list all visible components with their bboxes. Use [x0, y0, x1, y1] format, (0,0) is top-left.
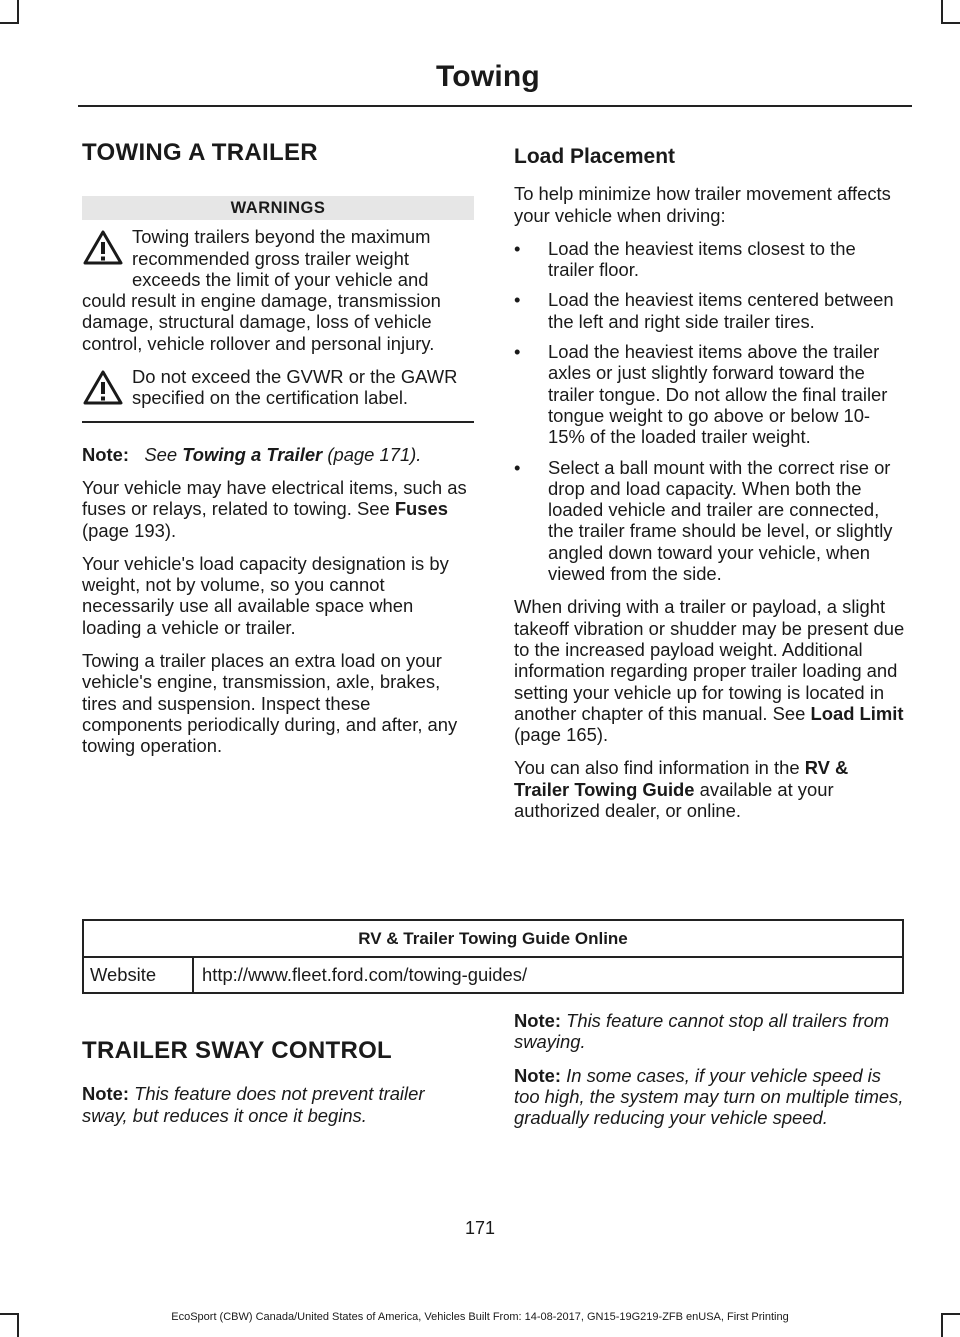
note-see: See — [144, 443, 178, 465]
note-paragraph — [514, 1010, 906, 1053]
paragraph: To help minimize how trailer movement affects your vehicle when driving: — [514, 183, 891, 226]
warning-item — [82, 366, 474, 409]
footer-text: EcoSport (CBW) Canada/United States of America, Vehicles Built From: 14-08-2017, GN15-19G219-ZFB enUSA, First Printing — [171, 1311, 789, 1323]
sway-right-column — [514, 1010, 906, 1140]
cross-reference-link[interactable]: Towing a Trailer — [182, 443, 323, 465]
header-divider — [78, 105, 912, 107]
paragraph-text: available at your authorized dealer, or online. — [514, 778, 834, 822]
note-label: Note: — [82, 1083, 129, 1105]
crop-mark — [941, 22, 960, 24]
table-cell-label: Website — [84, 958, 194, 992]
paragraph: Your vehicle's load capacity designation is by weight, not by volume, so you cannot necessarily use all available space when loading a vehicle or trailer. — [82, 552, 449, 638]
paragraph-text: You can also find information in the — [514, 757, 800, 779]
guide-reference: RV & Trailer Towing Guide — [514, 757, 849, 800]
left-column — [82, 139, 474, 769]
section-title-towing: TOWING A TRAILER — [82, 139, 318, 166]
note-text: This feature cannot stop all trailers from swaying. — [514, 1010, 890, 1053]
warnings-header: WARNINGS — [82, 196, 474, 220]
warning-item — [82, 226, 474, 290]
section-title-sway: TRAILER SWAY CONTROL — [82, 1037, 393, 1064]
paragraph-text: When driving with a trailer or payload, a slight takeoff vibration or shudder may be present due to the increased payload weight. Additional information regarding proper trailer loading and setting your vehicle up for towing is located in another chapter of this manual. See — [514, 596, 905, 724]
note-text: In some cases, if your vehicle speed is too high, the system may turn on multiple times, gradually reducing your vehicle speed. — [514, 1064, 904, 1129]
warning-triangle-icon — [82, 229, 124, 267]
sway-left-column — [82, 1037, 474, 1138]
note-label: Note: — [514, 1010, 561, 1031]
note-paragraph — [514, 1065, 906, 1129]
list-item: • Select a ball mount with the correct rise or drop and load capacity. When both the loaded vehicle and trailer are connected, the trailer frame should be level, or slightly angled down toward your vehicle, when viewed from the side. — [514, 457, 906, 585]
page-number: 171 — [464, 1218, 496, 1238]
paragraph-text: Your vehicle may have electrical items, such as fuses or relays, related to towing. See — [82, 476, 467, 520]
warning-text: Do not exceed the GVWR or the GAWR specified on the certification label. — [132, 366, 458, 409]
note-paragraph — [82, 1083, 474, 1126]
note-label: Note: — [82, 443, 129, 465]
list-item: • Load the heaviest items above the trailer axles or just slightly forward toward the trailer tongue. Do not allow the final trailer tongue weight to go above or below 10-15% of the loaded trailer weight. — [514, 341, 906, 447]
page-reference: (page 171). — [327, 443, 422, 465]
warning-text-continued: could result in engine damage, transmission damage, structural damage, loss of vehicle control, vehicle rollover and personal injury. — [82, 290, 441, 354]
table-cell-url[interactable]: http://www.fleet.ford.com/towing-guides/ — [202, 964, 528, 985]
page-title: Towing — [436, 60, 540, 93]
paragraph: Towing a trailer places an extra load on your vehicle's engine, transmission, axle, brakes, tires and suspension. Inspect these components periodically during, and after, any towing operation. — [82, 650, 458, 757]
table-header: RV & Trailer Towing Guide Online — [84, 921, 902, 958]
page-reference: (page 193). — [82, 519, 177, 541]
note-paragraph — [82, 444, 474, 465]
warning-triangle-icon — [82, 369, 124, 407]
warning-text: Towing trailers beyond the maximum recommended gross trailer weight exceeds the limit of your vehicle and — [132, 226, 431, 290]
list-item: • Load the heaviest items centered between the left and right side trailer tires. — [514, 289, 906, 332]
towing-guide-table — [82, 919, 904, 994]
paragraph — [514, 596, 906, 745]
paragraph — [82, 477, 474, 541]
table-row — [84, 958, 902, 992]
note-label: Note: — [514, 1064, 561, 1086]
subheading-load-placement: Load Placement — [514, 145, 676, 168]
paragraph — [514, 757, 906, 821]
cross-reference-link[interactable]: Load Limit — [810, 702, 904, 724]
warnings-divider — [82, 421, 474, 423]
crop-mark — [941, 0, 943, 24]
crop-mark — [17, 0, 19, 24]
note-text: This feature does not prevent trailer sway, but reduces it once it begins. — [82, 1083, 425, 1126]
cross-reference-link[interactable]: Fuses — [394, 498, 448, 520]
right-column — [514, 142, 906, 833]
list-item: • Load the heaviest items closest to the trailer floor. — [514, 238, 906, 281]
bullet-list — [514, 238, 906, 584]
crop-mark — [0, 22, 19, 24]
page-reference: (page 165). — [514, 724, 609, 746]
